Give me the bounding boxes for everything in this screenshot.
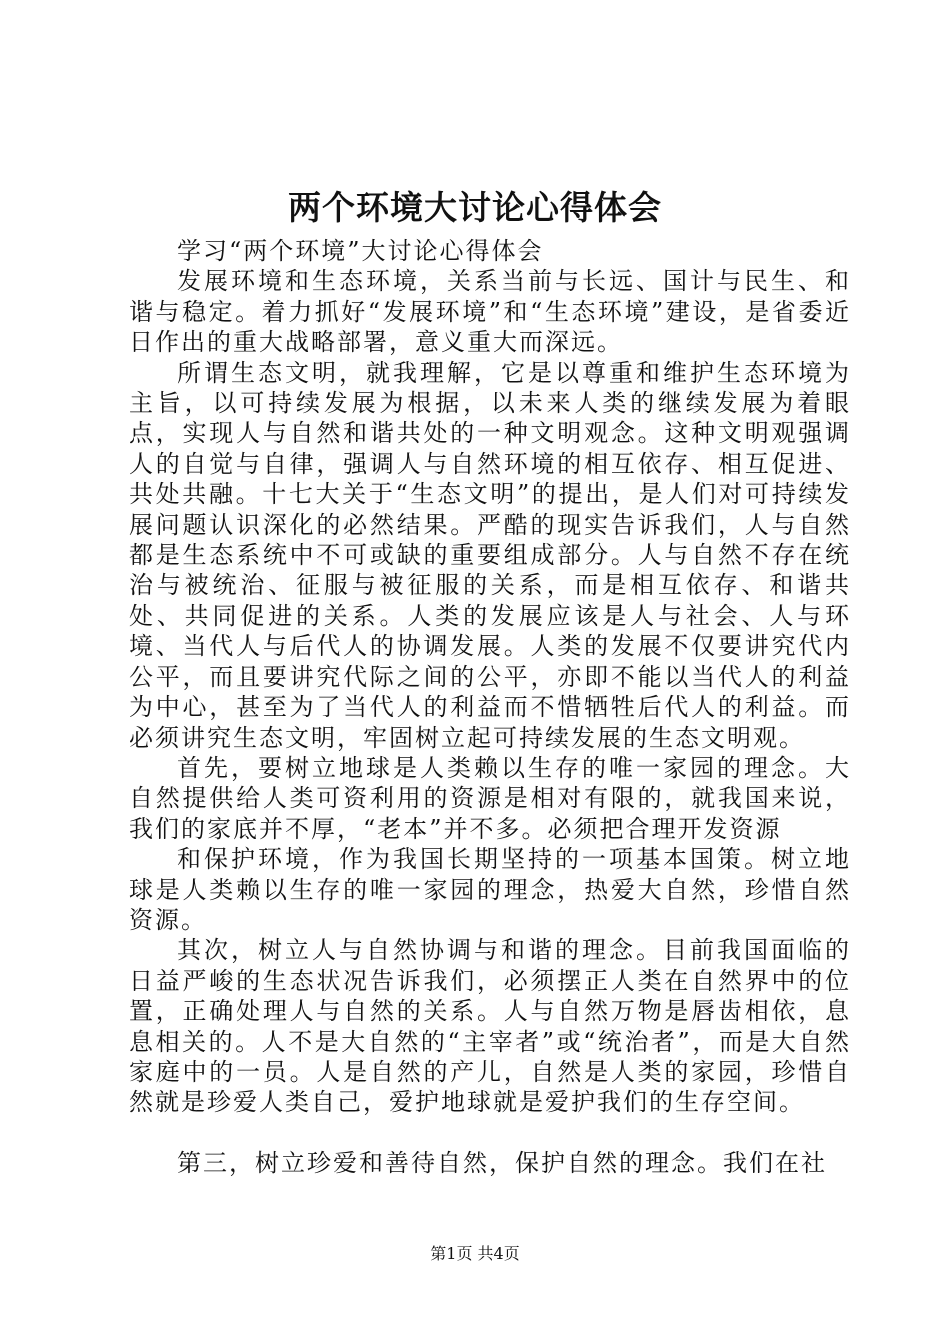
paragraph-ecological-civilization: 所谓生态文明，就我理解，它是以尊重和维护生态环境为主旨，以可持续发展为根据，以未来人类的继续发展为着眼点，实现人与自然和谐共处的一种文明观念。这种文明观强调人的自觉与自律，强调人与自然环境的相互依存、相互促进、共处共融。十七大关于“生态文明”的提出，是人们对可持续发展问题认识深化的必然结果。严酷的现实告诉我们，人与自然都是生态系统中不可或缺的重要组成部分。人与自然不存在统治与被统治、征服与被征服的关系，而是相互依存、和谐共处、共同促进的关系。人类的发展应该是人与社会、人与环境、当代人与后代人的协调发展。人类的发展不仅要讲究代内公平，而且要讲究代际之间的公平，亦即不能以当代人的利益为中心，甚至为了当代人的利益而不惜牺牲后代人的利益。而必须讲究生态文明，牢固树立起可持续发展的生态文明观。 [129, 358, 851, 752]
paragraph-third-point: 第三，树立珍爱和善待自然，保护自然的理念。我们在社 [177, 1148, 827, 1177]
paragraph-second-point: 其次，树立人与自然协调与和谐的理念。目前我国面临的日益严峻的生态状况告诉我们，必须摆正人类在自然界中的位置，正确处理人与自然的关系。人与自然万物是唇齿相依，息息相关的。人不是大自然的“主宰者”或“统治者”，而是大自然家庭中的一员。人是自然的产儿，自然是人类的家园，珍惜自然就是珍爱人类自己，爱护地球就是爱护我们的生存空间。 [129, 936, 851, 1117]
page-title: 两个环境大讨论心得体会 [288, 188, 662, 227]
paragraph-subtitle: 学习“两个环境”大讨论心得体会 [177, 237, 544, 265]
page-number-footer: 第1页 共4页 [430, 1244, 520, 1263]
document-body [129, 236, 851, 1178]
paragraph-first-point: 首先，要树立地球是人类赖以生存的唯一家园的理念。大自然提供给人类可资利用的资源是相对有限的，就我国来说，我们的家底并不厚，“老本”并不多。必须把合理开发资源 [129, 753, 851, 843]
paragraph-first-point-continued: 和保护环境，作为我国长期坚持的一项基本国策。树立地球是人类赖以生存的唯一家园的理念，热爱大自然，珍惜自然资源。 [129, 845, 851, 934]
paragraph-intro: 发展环境和生态环境，关系当前与长远、国计与民生、和谐与稳定。着力抓好“发展环境”和“生态环境”建设，是省委近日作出的重大战略部署，意义重大而深远。 [129, 267, 851, 357]
